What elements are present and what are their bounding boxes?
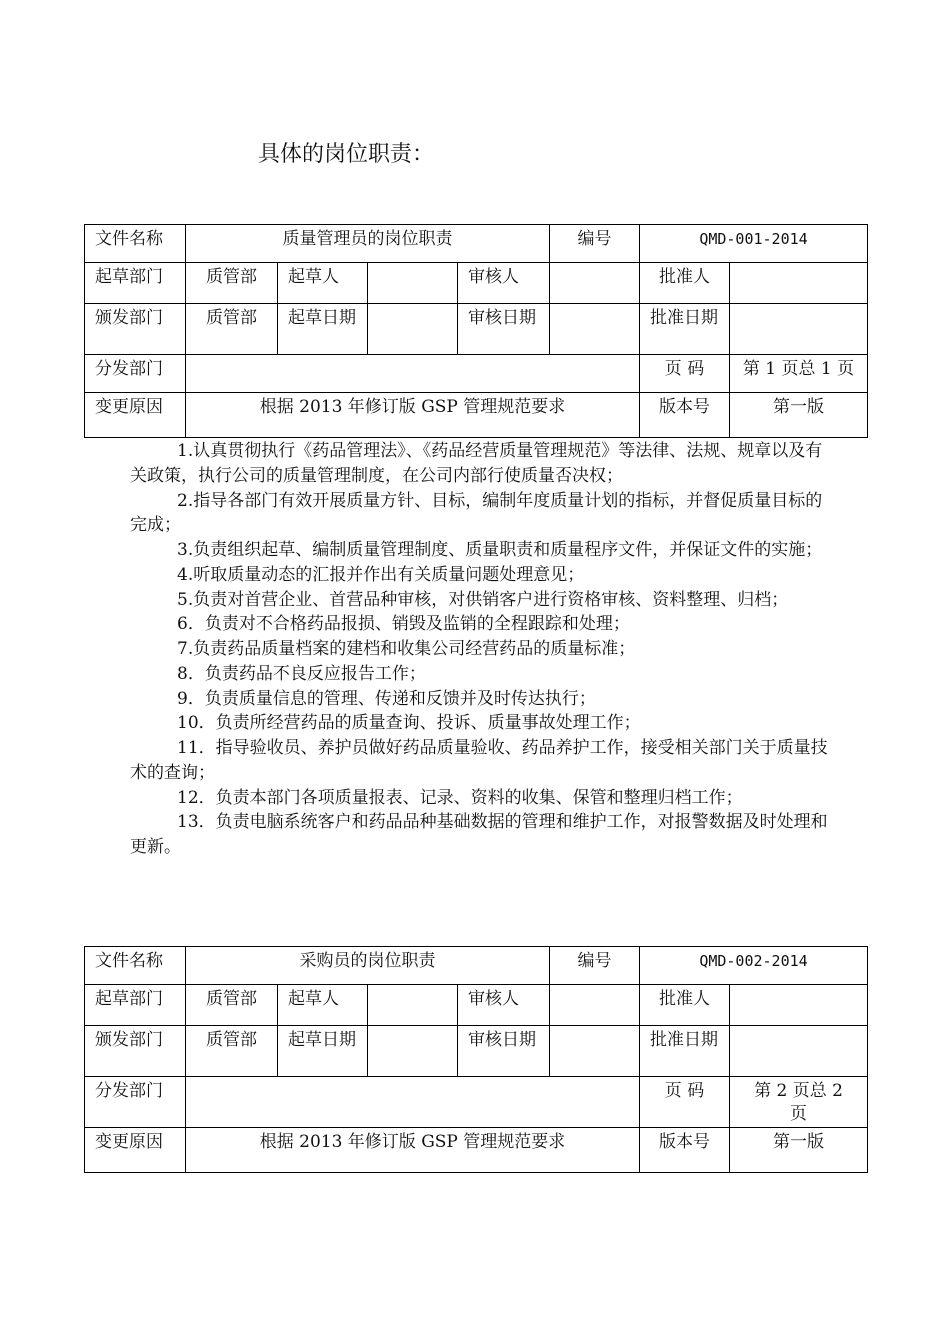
label-issue-dept: 颁发部门 (85, 1026, 186, 1077)
label-dist-dept: 分发部门 (85, 1077, 186, 1128)
draft-date-value (368, 1026, 458, 1077)
duty-item: 12．负责本部门各项质量报表、记录、资料的收集、保管和整理归档工作； (177, 787, 743, 808)
label-page-code: 页 码 (640, 1077, 730, 1128)
page-info: 第 2 页总 2 页 (730, 1077, 868, 1128)
label-change-reason: 变更原因 (85, 393, 186, 438)
drafter-value (368, 985, 458, 1026)
label-number: 编号 (550, 947, 640, 985)
duty-item: 13．负责电脑系统客户和药品品种基础数据的管理和维护工作，对报警数据及时处理和更新。 (130, 812, 828, 857)
label-doc-name: 文件名称 (85, 947, 186, 985)
duty-item: 4.听取质量动态的汇报并作出有关质量问题处理意见； (177, 564, 585, 585)
approve-date-value (730, 1026, 868, 1077)
duty-item: 10．负责所经营药品的质量查询、投诉、质量事故处理工作； (177, 713, 641, 734)
duty-item: 7.负责药品质量档案的建档和收集公司经营药品的质量标准； (177, 639, 636, 659)
label-draft-dept: 起草部门 (85, 263, 186, 304)
approver-value (730, 985, 868, 1026)
label-approve-date: 批准日期 (640, 1026, 730, 1077)
doc-title: 质量管理员的岗位职责 (186, 225, 550, 263)
page-info: 第 1 页总 1 页 (730, 355, 868, 393)
duty-item: 3.负责组织起草、编制质量管理制度、质量职责和质量程序文件，并保证文件的实施； (177, 540, 823, 560)
doc-number: QMD-002-2014 (640, 947, 868, 985)
label-draft-dept: 起草部门 (85, 985, 186, 1026)
label-change-reason: 变更原因 (85, 1128, 186, 1173)
label-review-date: 审核日期 (458, 304, 550, 355)
page-title: 具体的岗位职责： (258, 142, 435, 167)
duty-item: 6．负责对不合格药品报损、销毁及监销的全程跟踪和处理； (177, 614, 630, 635)
duties-list (130, 439, 830, 860)
document-control-table-2 (84, 946, 868, 1173)
label-issue-dept: 颁发部门 (85, 304, 186, 355)
label-dist-dept: 分发部门 (85, 355, 186, 393)
label-approver: 批准人 (640, 985, 730, 1026)
approve-date-value (730, 304, 868, 355)
label-draft-date: 起草日期 (278, 1026, 368, 1077)
review-date-value (550, 304, 640, 355)
draft-dept-value: 质管部 (186, 263, 278, 304)
doc-number: QMD-001-2014 (640, 225, 868, 263)
reviewer-value (550, 985, 640, 1026)
label-review-date: 审核日期 (458, 1026, 550, 1077)
label-page-code: 页 码 (640, 355, 730, 393)
label-approver: 批准人 (640, 263, 730, 304)
duty-item: 9．负责质量信息的管理、传递和反馈并及时传达执行； (177, 688, 596, 709)
label-version: 版本号 (640, 1128, 730, 1173)
duty-item: 5.负责对首营企业、首营品种审核，对供销客户进行资格审核、资料整理、归档； (177, 589, 789, 610)
drafter-value (368, 263, 458, 304)
label-version: 版本号 (640, 393, 730, 438)
label-reviewer: 审核人 (458, 263, 550, 304)
label-approve-date: 批准日期 (640, 304, 730, 355)
label-drafter: 起草人 (278, 985, 368, 1026)
change-reason-value: 根据 2013 年修订版 GSP 管理规范要求 (186, 393, 640, 438)
duty-item: 1.认真贯彻执行《药品管理法》、《药品经营质量管理规范》等法律、法规、规章以及有关政策，执行公司的质量管理制度，在公司内部行使质量否决权； (130, 441, 823, 486)
label-draft-date: 起草日期 (278, 304, 368, 355)
version-value: 第一版 (730, 1128, 868, 1173)
label-number: 编号 (550, 225, 640, 263)
dist-dept-value (186, 1077, 640, 1128)
issue-dept-value: 质管部 (186, 1026, 278, 1077)
duty-item: 11．指导验收员、养护员做好药品质量验收、药品养护工作，接受相关部门关于质量技术的查询； (130, 738, 828, 783)
document-control-table-1 (84, 224, 868, 438)
label-doc-name: 文件名称 (85, 225, 186, 263)
duty-item: 2.指导各部门有效开展质量方针、目标，编制年度质量计划的指标，并督促质量目标的完成； (130, 490, 823, 536)
draft-date-value (368, 304, 458, 355)
issue-dept-value: 质管部 (186, 304, 278, 355)
label-drafter: 起草人 (278, 263, 368, 304)
label-reviewer: 审核人 (458, 985, 550, 1026)
review-date-value (550, 1026, 640, 1077)
reviewer-value (550, 263, 640, 304)
draft-dept-value: 质管部 (186, 985, 278, 1026)
approver-value (730, 263, 868, 304)
change-reason-value: 根据 2013 年修订版 GSP 管理规范要求 (186, 1128, 640, 1173)
duty-item: 8．负责药品不良反应报告工作； (177, 663, 426, 684)
dist-dept-value (186, 355, 640, 393)
doc-title: 采购员的岗位职责 (186, 947, 550, 985)
version-value: 第一版 (730, 393, 868, 438)
